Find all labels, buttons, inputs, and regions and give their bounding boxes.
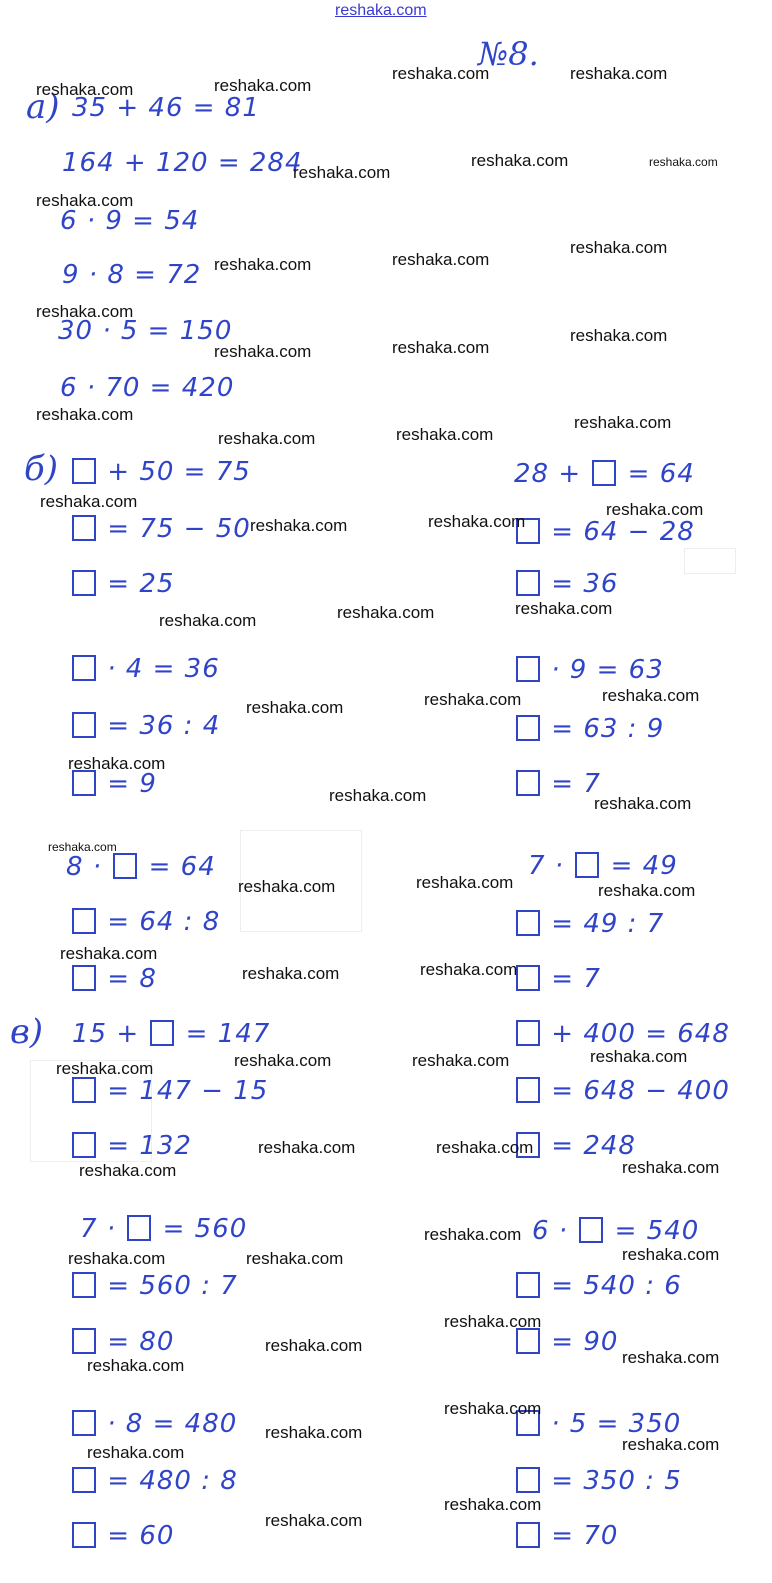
equation: + 400 = 648: [514, 1020, 730, 1047]
unknown-box: [72, 655, 96, 681]
watermark: reshaka.com: [416, 873, 514, 892]
unknown-box: [516, 965, 540, 991]
equation: 6 · 70 = 420: [60, 373, 235, 403]
watermark: reshaka.com: [570, 64, 668, 83]
equation: + 50 = 75: [70, 458, 251, 485]
unknown-box: [72, 1410, 96, 1436]
unknown-box: [516, 1020, 540, 1046]
watermark: reshaka.com: [471, 151, 569, 170]
equation: = 560 : 7: [70, 1272, 238, 1299]
watermark: reshaka.com: [250, 516, 348, 535]
equation: = 9: [70, 770, 157, 797]
unknown-box: [72, 458, 96, 484]
unknown-box: [516, 1522, 540, 1548]
equation: 9 · 8 = 72: [62, 260, 202, 290]
watermark: reshaka.com: [258, 1138, 356, 1157]
watermark: reshaka.com: [87, 1443, 185, 1462]
unknown-box: [127, 1215, 151, 1241]
equation: = 7: [514, 770, 601, 797]
equation: = 480 : 8: [70, 1467, 238, 1494]
equation: · 4 = 36: [70, 655, 220, 682]
watermark: reshaka.com: [570, 326, 668, 345]
watermark: reshaka.com: [428, 512, 526, 531]
watermark: reshaka.com: [48, 840, 117, 854]
unknown-box: [150, 1020, 174, 1046]
unknown-box: [516, 1467, 540, 1493]
equation: 30 · 5 = 150: [58, 316, 233, 346]
unknown-box: [72, 908, 96, 934]
equation: = 75 − 50: [70, 515, 251, 542]
equation: = 90: [514, 1328, 618, 1355]
watermark: reshaka.com: [246, 698, 344, 717]
watermark: reshaka.com: [60, 944, 158, 963]
watermark: reshaka.com: [424, 1225, 522, 1244]
equation: = 49 : 7: [514, 910, 664, 937]
watermark: reshaka.com: [218, 429, 316, 448]
equation: = 63 : 9: [514, 715, 664, 742]
unknown-box: [516, 1077, 540, 1103]
unknown-box: [516, 715, 540, 741]
equation: = 25: [70, 570, 174, 597]
equation: = 36 : 4: [70, 712, 220, 739]
watermark: reshaka.com: [68, 754, 166, 773]
watermark: reshaka.com: [40, 492, 138, 511]
watermark: reshaka.com: [214, 76, 312, 95]
watermark: reshaka.com: [590, 1047, 688, 1066]
equation: = 350 : 5: [514, 1467, 682, 1494]
equation: = 648 − 400: [514, 1077, 730, 1104]
watermark: reshaka.com: [622, 1158, 720, 1177]
equation: 15 + = 147: [72, 1019, 271, 1049]
watermark: reshaka.com: [68, 1249, 166, 1268]
watermark: reshaka.com: [649, 155, 718, 169]
watermark: reshaka.com: [159, 611, 257, 630]
unknown-box: [72, 1467, 96, 1493]
watermark: reshaka.com: [87, 1356, 185, 1375]
unknown-box: [516, 910, 540, 936]
equation: = 64 : 8: [70, 908, 220, 935]
unknown-box: [72, 570, 96, 596]
watermark: reshaka.com: [444, 1312, 542, 1331]
equation: = 132: [70, 1132, 192, 1159]
equation: 6 · = 540: [532, 1216, 700, 1246]
watermark: reshaka.com: [396, 425, 494, 444]
unknown-box: [516, 770, 540, 796]
equation: = 64 − 28: [514, 518, 695, 545]
equation: · 8 = 480: [70, 1410, 237, 1437]
watermark: reshaka.com: [234, 1051, 332, 1070]
equation: 28 + = 64: [514, 459, 695, 489]
watermark: reshaka.com: [36, 302, 134, 321]
watermark: reshaka.com: [242, 964, 340, 983]
watermark: reshaka.com: [214, 342, 312, 361]
watermark: reshaka.com: [594, 794, 692, 813]
equation: = 8: [70, 965, 157, 992]
watermark: reshaka.com: [436, 1138, 534, 1157]
equation: = 147 − 15: [70, 1077, 268, 1104]
watermark: reshaka.com: [392, 338, 490, 357]
unknown-box: [72, 1328, 96, 1354]
unknown-box: [72, 965, 96, 991]
unknown-box: [72, 712, 96, 738]
unknown-box: [592, 460, 616, 486]
unknown-box: [516, 1272, 540, 1298]
watermark: reshaka.com: [238, 877, 336, 896]
watermark: reshaka.com: [444, 1495, 542, 1514]
equation: · 5 = 350: [514, 1410, 681, 1437]
watermark: reshaka.com: [329, 786, 427, 805]
watermark: reshaka.com: [56, 1059, 154, 1078]
watermark: reshaka.com: [79, 1161, 177, 1180]
watermark: reshaka.com: [214, 255, 312, 274]
unknown-box: [516, 656, 540, 682]
unknown-box: [516, 570, 540, 596]
watermark: reshaka.com: [606, 500, 704, 519]
watermark: reshaka.com: [622, 1245, 720, 1264]
watermark: reshaka.com: [574, 413, 672, 432]
unknown-box: [72, 1272, 96, 1298]
watermark: reshaka.com: [598, 881, 696, 900]
equation: = 70: [514, 1522, 618, 1549]
watermark: reshaka.com: [424, 690, 522, 709]
watermark: reshaka.com: [392, 250, 490, 269]
watermark: reshaka.com: [622, 1435, 720, 1454]
watermark: reshaka.com: [412, 1051, 510, 1070]
watermark: reshaka.com: [622, 1348, 720, 1367]
unknown-box: [72, 515, 96, 541]
watermark: reshaka.com: [392, 64, 490, 83]
unknown-box: [113, 853, 137, 879]
watermark: reshaka.com: [570, 238, 668, 257]
equation: = 540 : 6: [514, 1272, 682, 1299]
unknown-box: [516, 1328, 540, 1354]
unknown-box: [579, 1217, 603, 1243]
background-mark: [684, 548, 736, 574]
exercise-number: №8.: [478, 35, 539, 73]
equation: = 80: [70, 1328, 174, 1355]
watermark: reshaka.com: [265, 1336, 363, 1355]
section-a-label: а): [26, 87, 60, 127]
unknown-box: [575, 852, 599, 878]
watermark: reshaka.com: [337, 603, 435, 622]
equation: = 60: [70, 1522, 174, 1549]
unknown-box: [72, 770, 96, 796]
equation: 8 · = 64: [66, 852, 216, 882]
unknown-box: [72, 1077, 96, 1103]
equation: 164 + 120 = 284: [62, 148, 303, 178]
equation: · 9 = 63: [514, 656, 664, 683]
watermark: reshaka.com: [36, 405, 134, 424]
watermark: reshaka.com: [36, 191, 134, 210]
equation: 35 + 46 = 81: [72, 93, 260, 123]
watermark: reshaka.com: [293, 163, 391, 182]
site-header-link[interactable]: reshaka.com: [335, 2, 427, 19]
equation: 7 · = 49: [528, 851, 678, 881]
equation: 7 · = 560: [80, 1214, 248, 1244]
watermark: reshaka.com: [265, 1511, 363, 1530]
section-b-label: б): [24, 449, 59, 489]
unknown-box: [72, 1132, 96, 1158]
watermark: reshaka.com: [515, 599, 613, 618]
equation: 6 · 9 = 54: [60, 206, 200, 236]
watermark: reshaka.com: [444, 1399, 542, 1418]
watermark: reshaka.com: [246, 1249, 344, 1268]
watermark: reshaka.com: [265, 1423, 363, 1442]
watermark: reshaka.com: [36, 80, 134, 99]
section-c-label: в): [10, 1012, 44, 1052]
unknown-box: [72, 1522, 96, 1548]
watermark: reshaka.com: [602, 686, 700, 705]
equation: = 248: [514, 1132, 636, 1159]
watermark: reshaka.com: [420, 960, 518, 979]
equation: = 7: [514, 965, 601, 992]
equation: = 36: [514, 570, 618, 597]
